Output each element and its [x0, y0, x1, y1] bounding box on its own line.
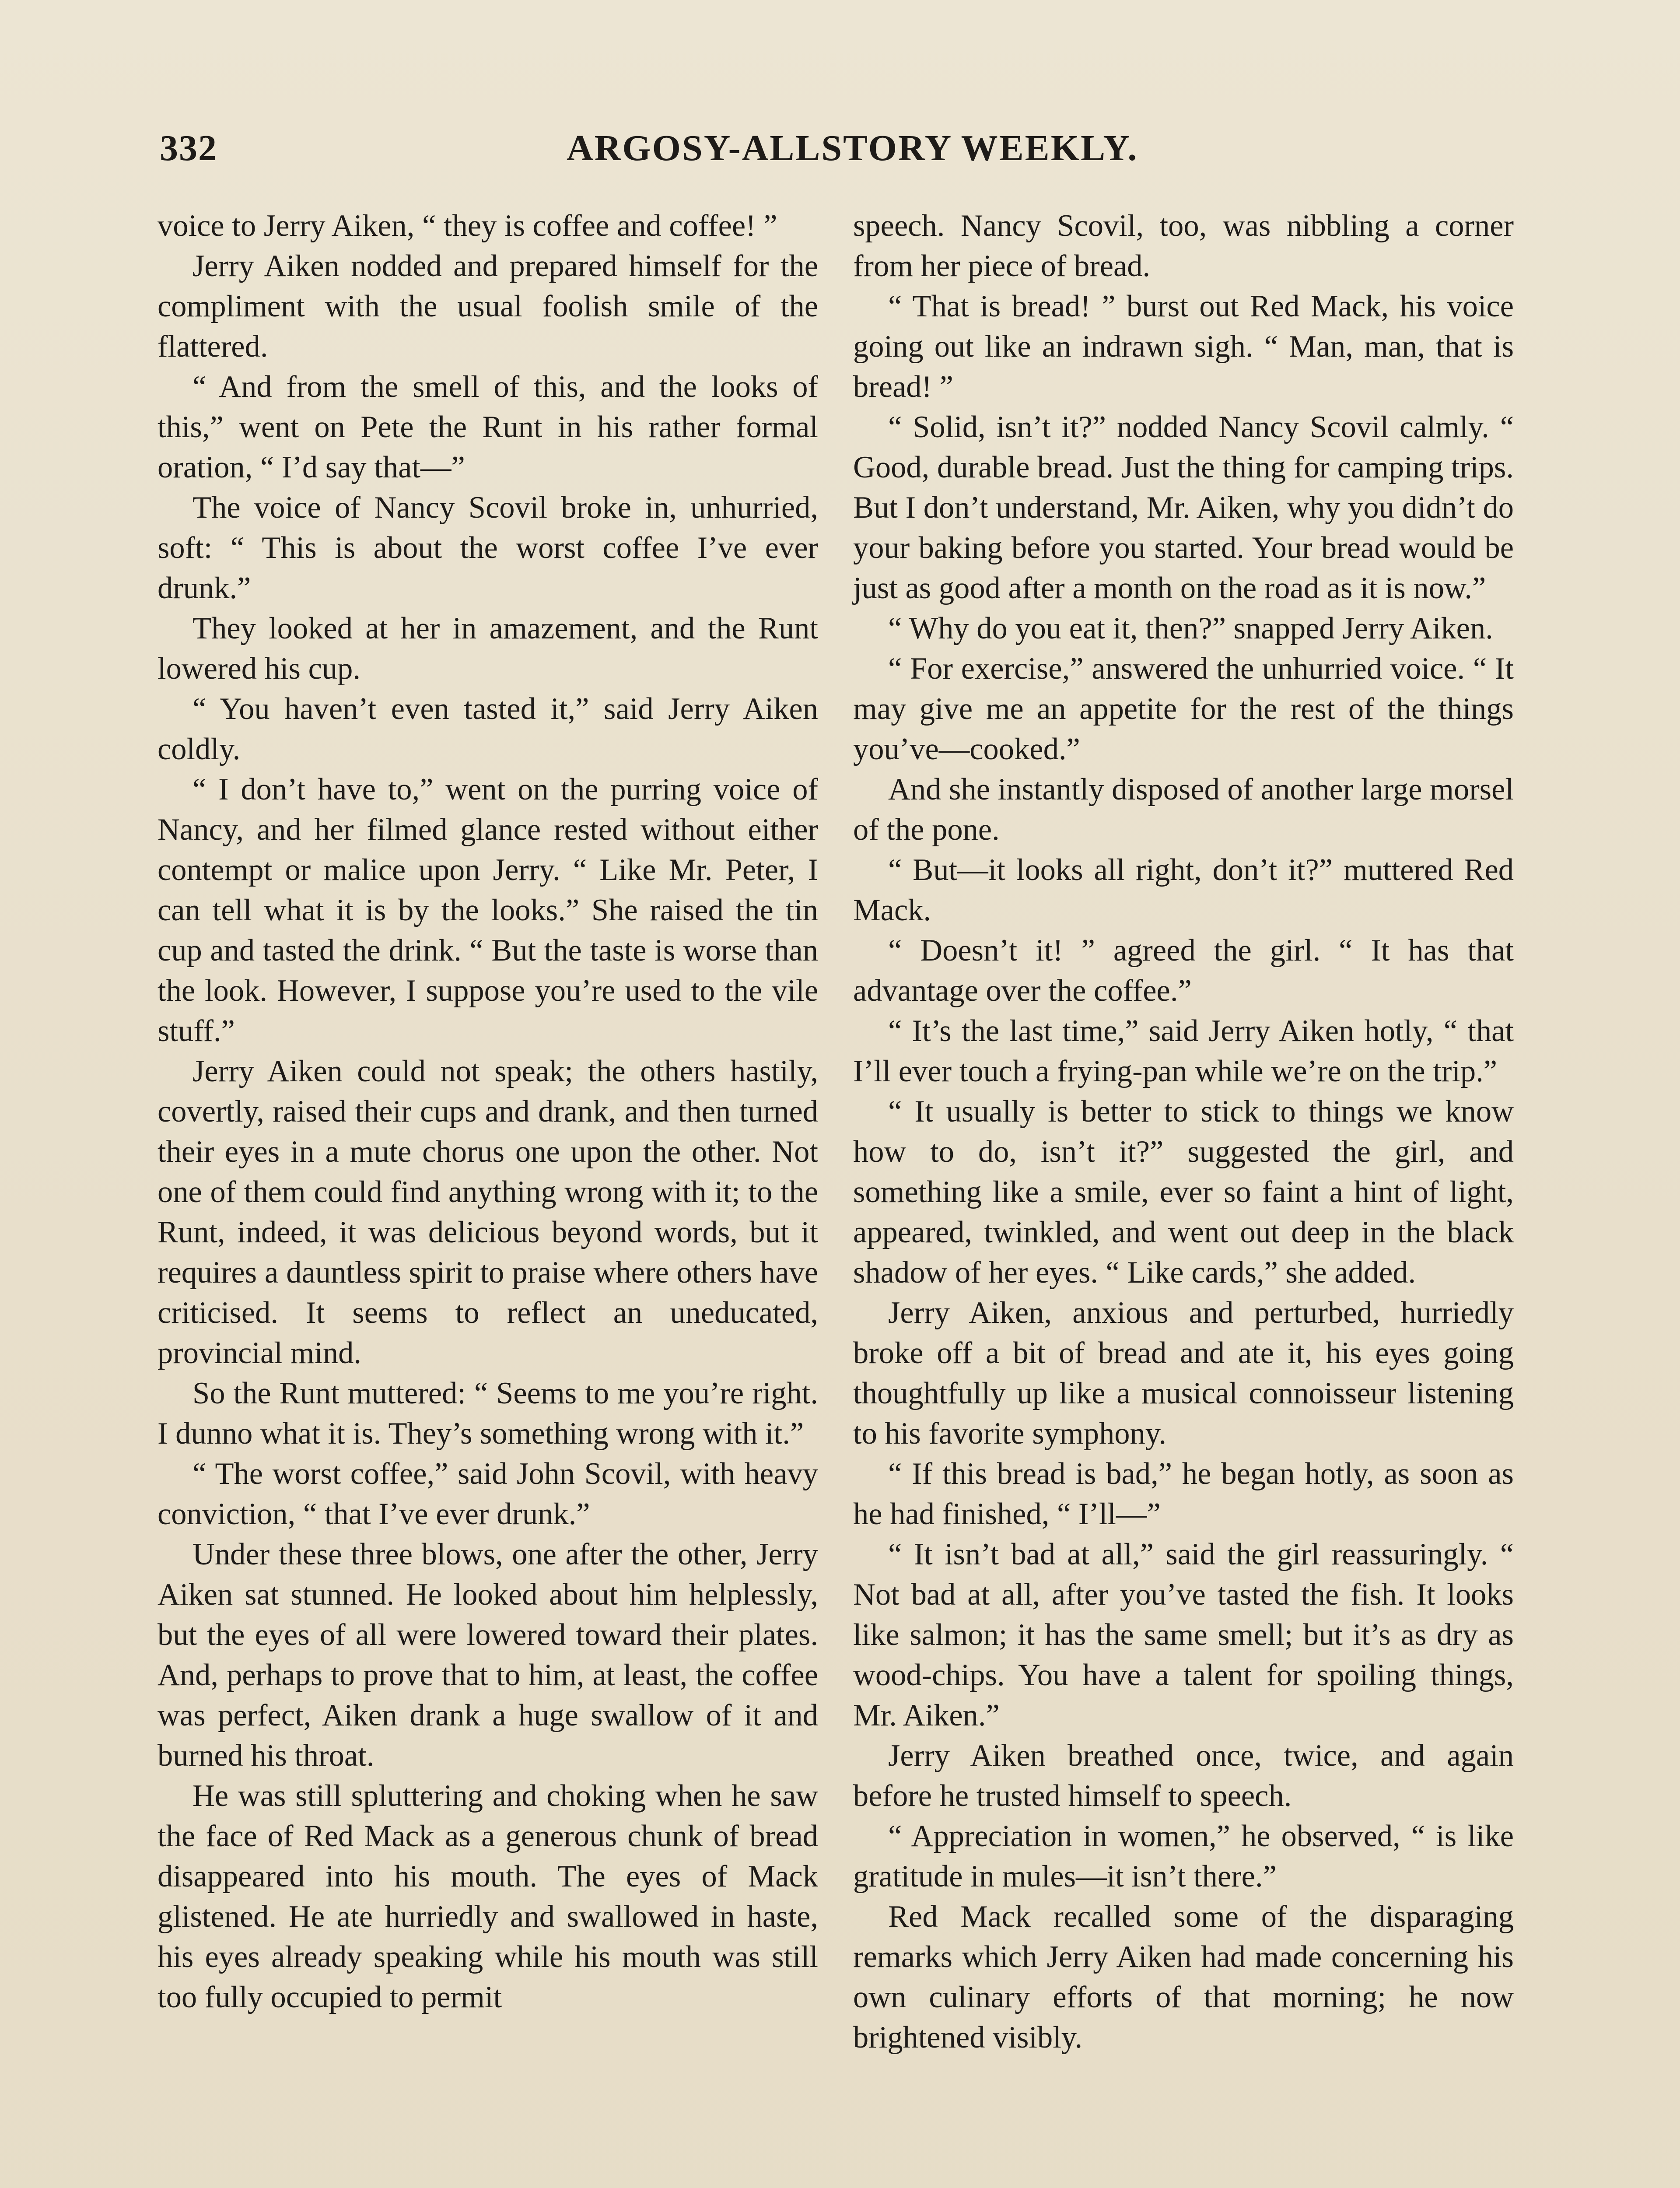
paragraph: “ That is bread! ” burst out Red Mack, his voice going out like an indrawn sigh. “ Man, man, that is bread! ” — [853, 289, 1514, 404]
paragraph: “ It usually is better to stick to things we know how to do, isn’t it?” suggested the girl, and something like a smile, ever so faint a hint of light, appeared, twinkled, and went out deep in the black shadow of her eyes. “ Like cards,” she added. — [853, 1094, 1514, 1290]
paragraph: “ But—it looks all right, don’t it?” muttered Red Mack. — [853, 853, 1514, 927]
paragraph: Jerry Aiken breathed once, twice, and again before he trusted himself to speech. — [853, 1739, 1514, 1813]
paragraph: “ Doesn’t it! ” agreed the girl. “ It has that advantage over the coffee.” — [853, 933, 1514, 1008]
paragraph: Jerry Aiken, anxious and perturbed, hurriedly broke off a bit of bread and ate it, his eyes going thoughtfully up like a musical connoisseur listening to his favorite symphony. — [853, 1296, 1514, 1451]
paragraph: They looked at her in amazement, and the Runt lowered his cup. — [158, 611, 818, 686]
page-number: 332 — [160, 128, 217, 168]
paragraph: “ If this bread is bad,” he began hotly, as soon as he had finished, “ I’ll—” — [853, 1457, 1514, 1531]
paragraph: “ Why do you eat it, then?” snapped Jerry Aiken. — [888, 611, 1493, 645]
paragraph: “ You haven’t even tasted it,” said Jerry Aiken coldly. — [158, 692, 818, 766]
paragraph: voice to Jerry Aiken, “ they is coffee and coffee! ” — [158, 209, 777, 243]
running-head: ARGOSY-ALLSTORY WEEKLY. — [567, 128, 1138, 168]
right-text-column — [853, 206, 1514, 2188]
paragraph: Jerry Aiken nodded and prepared himself for the compliment with the usual foolish smile of the flattered. — [158, 249, 818, 364]
paragraph: So the Runt muttered: “ Seems to me you’re right. I dunno what it is. They’s something wrong with it.” — [158, 1376, 818, 1451]
paragraph: Red Mack recalled some of the disparaging remarks which Jerry Aiken had made concerning his own culinary efforts of that morning; he now brightened visibly. — [853, 1900, 1514, 2055]
paragraph: speech. Nancy Scovil, too, was nibbling a corner from her piece of bread. — [853, 209, 1514, 283]
paragraph: “ For exercise,” answered the unhurried voice. “ It may give me an appetite for the rest of the things you’ve—cooked.” — [853, 652, 1514, 766]
paragraph: “ And from the smell of this, and the looks of this,” went on Pete the Runt in his rather formal oration, “ I’d say that—” — [158, 370, 818, 484]
page-header — [160, 127, 1522, 179]
paragraph: “ I don’t have to,” went on the purring voice of Nancy, and her filmed glance rested without either contempt or malice upon Jerry. “ Like Mr. Peter, I can tell what it is by the looks.” She raised the tin cup and tasted the drink. “ But the taste is worse than the look. However, I suppose you’re used to the vile stuff.” — [158, 772, 818, 1048]
paragraph: “ The worst coffee,” said John Scovil, with heavy conviction, “ that I’ve ever drunk.” — [158, 1457, 818, 1531]
paragraph: Under these three blows, one after the other, Jerry Aiken sat stunned. He looked about him helplessly, but the eyes of all were lowered toward their plates. And, perhaps to prove that to him, at least, the coffee was perfect, Aiken drank a huge swallow of it and burned his throat. — [158, 1537, 818, 1773]
paragraph: The voice of Nancy Scovil broke in, unhurried, soft: “ This is about the worst coffee I’ve ever drunk.” — [158, 491, 818, 605]
paragraph: And she instantly disposed of another large morsel of the pone. — [853, 772, 1514, 847]
paragraph: “ It’s the last time,” said Jerry Aiken hotly, “ that I’ll ever touch a frying-pan while we’re on the trip.” — [853, 1014, 1514, 1088]
paragraph: “ It isn’t bad at all,” said the girl reassuringly. “ Not bad at all, after you’ve tasted the fish. It looks like salmon; it has the same smell; but it’s as dry as wood-chips. You have a talent for spoiling things, Mr. Aiken.” — [853, 1537, 1514, 1732]
paragraph: He was still spluttering and choking when he saw the face of Red Mack as a generous chunk of bread disappeared into his mouth. The eyes of Mack glistened. He ate hurriedly and swallowed in haste, his eyes already speaking while his mouth was still too fully occupied to permit — [158, 1779, 818, 2014]
paragraph: “ Solid, isn’t it?” nodded Nancy Scovil calmly. “ Good, durable bread. Just the thing for camping trips. But I don’t understand, Mr. Aiken, why you didn’t do your baking before you started. Your bread would be just as good after a month on the road as it is now.” — [853, 410, 1514, 605]
paragraph: “ Appreciation in women,” he observed, “ is like gratitude in mules—it isn’t there.” — [853, 1819, 1514, 1893]
paragraph: Jerry Aiken could not speak; the others hastily, covertly, raised their cups and drank, and then turned their eyes in a mute chorus one upon the other. Not one of them could find anything wrong with it; to the Runt, indeed, it was delicious beyond words, but it requires a dauntless spirit to praise where others have criticised. It seems to reflect an uneducated, provincial mind. — [158, 1054, 818, 1370]
left-text-column — [158, 206, 818, 2188]
